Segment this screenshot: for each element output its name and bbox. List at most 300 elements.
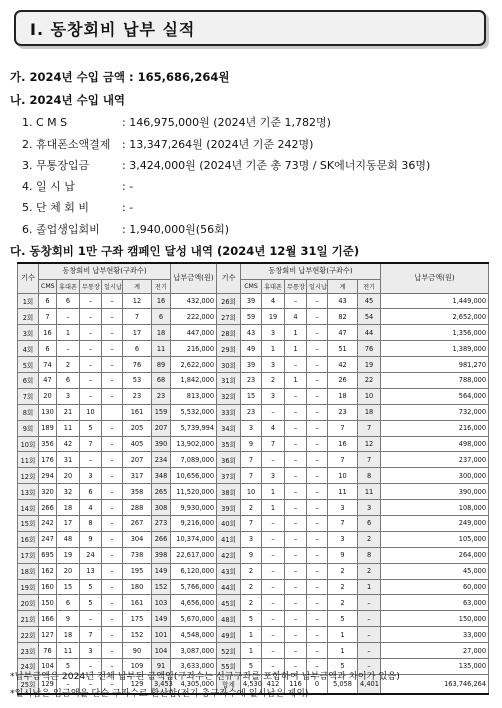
phone-cell: 1	[262, 500, 285, 516]
previous-cell: –	[358, 658, 381, 674]
income-item-value: : -	[122, 180, 134, 193]
amount-cell: 5,532,000	[171, 404, 217, 420]
table-row	[18, 563, 489, 579]
phone-cell: 3	[262, 325, 285, 341]
total-income-heading: 가. 2024년 수입 금액 : 165,686,264원	[10, 70, 230, 84]
previous-header: 전기	[358, 279, 381, 293]
bank-cell: 7	[80, 627, 102, 643]
lump-sum-cell: –	[307, 531, 328, 547]
amount-cell: 2,622,000	[171, 357, 217, 373]
bank-cell: –	[285, 563, 307, 579]
table-row	[18, 293, 489, 309]
amount-cell: 6,120,000	[171, 563, 217, 579]
phone-header: 휴대폰	[57, 279, 80, 293]
bank-cell: 10	[80, 404, 102, 420]
bank-cell: –	[80, 357, 102, 373]
table-row	[18, 579, 489, 595]
bank-cell: –	[285, 547, 307, 563]
cms-cell: 127	[39, 627, 57, 643]
phone-cell: 11	[57, 643, 80, 659]
gisu-cell: 10회	[18, 436, 39, 452]
income-item	[22, 114, 331, 130]
lump-sum-cell: –	[307, 484, 328, 500]
bank-cell: 4	[80, 500, 102, 516]
total-cell: 6	[123, 341, 152, 357]
page-title: Ⅰ. 동창회비 납부 실적	[14, 10, 486, 46]
amount-cell: 4,548,000	[171, 627, 217, 643]
lump-sum-cell	[102, 404, 123, 420]
total-cell: 3	[328, 531, 358, 547]
previous-cell: 23	[152, 388, 171, 404]
cms-cell: 76	[39, 643, 57, 659]
total-cell: 23	[123, 388, 152, 404]
table-row	[18, 341, 489, 357]
phone-cell: 18	[57, 500, 80, 516]
bank-cell: 3	[80, 643, 102, 659]
lump-sum-cell: –	[102, 420, 123, 436]
table-row	[18, 611, 489, 627]
amount-cell: 981,270	[381, 357, 489, 373]
previous-cell: 19	[358, 357, 381, 373]
cms-cell: 266	[39, 500, 57, 516]
previous-cell: 266	[152, 531, 171, 547]
total-cell: 129	[123, 674, 152, 694]
total-cell: 205	[123, 420, 152, 436]
total-cell: 109	[123, 658, 152, 674]
total-cell: 5	[328, 658, 358, 674]
total-cell: 405	[123, 436, 152, 452]
gisu-cell: 44회	[217, 579, 241, 595]
total-cell: 53	[123, 372, 152, 388]
income-item-label: 4. 일 시 납	[22, 180, 75, 193]
total-cell: 23	[328, 404, 358, 420]
gisu-cell: 29회	[217, 341, 241, 357]
lump-sum-cell: –	[102, 309, 123, 325]
cms-cell: 130	[39, 404, 57, 420]
cms-cell: 162	[39, 563, 57, 579]
bank-cell: 4	[285, 309, 307, 325]
lump-sum-cell: –	[102, 293, 123, 309]
cms-cell: 320	[39, 484, 57, 500]
lump-sum-cell: –	[102, 547, 123, 563]
table-row	[18, 357, 489, 373]
phone-cell: 6	[57, 595, 80, 611]
footnote: *일시납은 입금액을 단순 구좌수로 환산함(전기 총구좌수에 일시납은 제외)	[10, 688, 309, 699]
table-row	[18, 595, 489, 611]
previous-cell: 8	[358, 547, 381, 563]
lump-sum-cell: –	[307, 404, 328, 420]
phone-cell: 48	[57, 531, 80, 547]
phone-cell: –	[262, 611, 285, 627]
cms-header: CMS	[39, 279, 57, 293]
lump-sum-cell: –	[307, 357, 328, 373]
bank-cell: –	[80, 309, 102, 325]
previous-cell: 7	[358, 452, 381, 468]
total-cell: 180	[123, 579, 152, 595]
phone-cell: 9	[57, 611, 80, 627]
lump-sum-cell: –	[102, 658, 123, 674]
bank-cell: –	[285, 436, 307, 452]
cms-cell: 7	[241, 452, 262, 468]
gisu-cell: 19회	[18, 579, 39, 595]
cms-cell: 5	[241, 611, 262, 627]
phone-cell: 5	[57, 658, 80, 674]
previous-cell: –	[358, 595, 381, 611]
total-cell: 76	[123, 357, 152, 373]
bank-cell: 6	[80, 484, 102, 500]
phone-cell: –	[57, 674, 80, 694]
gisu-cell: 2회	[18, 309, 39, 325]
gisu-cell: 48회	[217, 611, 241, 627]
previous-cell: 3,453	[152, 674, 171, 694]
amount-cell: 2,652,000	[381, 309, 489, 325]
phone-cell: 1	[262, 341, 285, 357]
cms-cell: 695	[39, 547, 57, 563]
bank-cell: –	[285, 611, 307, 627]
phone-cell: 42	[57, 436, 80, 452]
amount-cell: 447,000	[171, 325, 217, 341]
previous-cell: 149	[152, 611, 171, 627]
cms-cell: 47	[39, 372, 57, 388]
cms-cell: 3	[241, 420, 262, 436]
phone-cell: 7	[262, 436, 285, 452]
previous-header: 전기	[152, 279, 171, 293]
total-cell: 82	[328, 309, 358, 325]
income-item-value: : 146,975,000원 (2024년 기준 1,782명)	[122, 116, 331, 129]
gisu-cell: 6회	[18, 372, 39, 388]
income-item-label: 5. 단 체 회 비	[22, 201, 89, 214]
amount-cell: 7,089,000	[171, 452, 217, 468]
previous-cell: 22	[358, 372, 381, 388]
bank-cell: –	[285, 468, 307, 484]
phone-cell: 1	[262, 484, 285, 500]
lump-sum-cell: –	[102, 595, 123, 611]
bank-cell: –	[285, 500, 307, 516]
amount-header: 납부금액(원)	[171, 263, 217, 293]
lump-sum-cell: –	[307, 309, 328, 325]
footnote: *납부금액은 2024년 전체 납부된 금액임(구좌수는 신규구좌를 포함하여 납부금액과 차이가 있음)	[10, 671, 400, 682]
amount-cell: 390,000	[381, 484, 489, 500]
gisu-cell: 33회	[217, 404, 241, 420]
phone-cell: –	[262, 563, 285, 579]
phone-cell: –	[262, 658, 285, 674]
income-item-value: : 13,347,264원 (2024년 기준 242명)	[122, 138, 314, 151]
lump-sum-cell: –	[307, 436, 328, 452]
amount-cell: 5,670,000	[171, 611, 217, 627]
cms-cell: 39	[241, 293, 262, 309]
table-row	[18, 372, 489, 388]
gisu-cell: 5회	[18, 357, 39, 373]
lump-sum-cell: –	[307, 452, 328, 468]
cms-cell: 189	[39, 420, 57, 436]
gisu-header: 기수	[217, 263, 241, 293]
previous-cell: 91	[152, 658, 171, 674]
bank-cell: 8	[80, 515, 102, 531]
phone-cell: –	[262, 579, 285, 595]
income-item	[22, 199, 133, 215]
table-row	[18, 643, 489, 659]
phone-header: 휴대폰	[262, 279, 285, 293]
bank-cell: –	[80, 293, 102, 309]
table-row	[18, 388, 489, 404]
cms-cell: 7	[241, 515, 262, 531]
bank-cell: –	[80, 341, 102, 357]
gisu-cell: 49회	[217, 627, 241, 643]
total-cell: 51	[328, 341, 358, 357]
previous-cell: 18	[358, 404, 381, 420]
phone-cell: 20	[57, 468, 80, 484]
cms-cell: 43	[241, 325, 262, 341]
lump-sum-cell: 0	[307, 674, 328, 694]
previous-cell: 159	[152, 404, 171, 420]
lump-sum-cell: –	[307, 468, 328, 484]
total-cell: 7	[328, 420, 358, 436]
lump-sum-cell: –	[102, 579, 123, 595]
amount-cell: 10,656,000	[171, 468, 217, 484]
lump-sum-cell: –	[307, 420, 328, 436]
previous-cell: 89	[152, 357, 171, 373]
bank-cell: 5	[80, 595, 102, 611]
amount-header: 납부금액(원)	[381, 263, 489, 293]
amount-cell: 9,930,000	[171, 500, 217, 516]
table-row	[18, 547, 489, 563]
table-row	[18, 309, 489, 325]
amount-cell: 222,000	[171, 309, 217, 325]
total-cell: 5	[328, 611, 358, 627]
cms-cell: 39	[241, 357, 262, 373]
bank-cell: –	[285, 531, 307, 547]
table-row	[18, 452, 489, 468]
campaign-heading: 다. 동창회비 1만 구좌 캠페인 달성 내역 (2024년 12월 31일 기준)	[10, 244, 360, 258]
total-cell: 26	[328, 372, 358, 388]
cms-cell: 6	[39, 341, 57, 357]
phone-cell: 20	[57, 563, 80, 579]
gisu-cell: 42회	[217, 547, 241, 563]
total-cell: 2	[328, 579, 358, 595]
phone-cell: 3	[57, 388, 80, 404]
previous-cell: –	[358, 627, 381, 643]
income-item-value: : 3,424,000원 (2024년 기준 총 73명 / SK에너지동문회 36명)	[122, 159, 431, 172]
amount-cell: 108,000	[381, 500, 489, 516]
gisu-cell: 13회	[18, 484, 39, 500]
table-row	[18, 325, 489, 341]
amount-cell: 300,000	[381, 468, 489, 484]
total-cell: 11	[328, 484, 358, 500]
amount-cell: 1,449,000	[381, 293, 489, 309]
cms-cell: 356	[39, 436, 57, 452]
cms-cell: 15	[241, 388, 262, 404]
total-cell: 152	[123, 627, 152, 643]
bank-cell: –	[285, 404, 307, 420]
bank-cell: 1	[285, 325, 307, 341]
total-cell: 90	[123, 643, 152, 659]
cms-cell: 10	[241, 484, 262, 500]
amount-cell: 4,305,000	[171, 674, 217, 694]
phone-cell: –	[262, 531, 285, 547]
previous-cell: 76	[358, 341, 381, 357]
total-cell: 10	[328, 468, 358, 484]
phone-cell: –	[262, 595, 285, 611]
cms-cell: 16	[39, 325, 57, 341]
total-cell: 2	[328, 595, 358, 611]
table-row	[18, 531, 489, 547]
phone-cell: 3	[262, 388, 285, 404]
cms-cell: 150	[39, 595, 57, 611]
lump-sum-cell: –	[307, 500, 328, 516]
amount-cell: 9,216,000	[171, 515, 217, 531]
amount-cell: 813,000	[171, 388, 217, 404]
payment-status-header: 동창회비 납부현황(구좌수)	[241, 263, 381, 279]
previous-cell: 11	[358, 484, 381, 500]
previous-cell: 308	[152, 500, 171, 516]
gisu-cell: 14회	[18, 500, 39, 516]
gisu-cell: 41회	[217, 531, 241, 547]
total-cell: 267	[123, 515, 152, 531]
bank-cell: –	[285, 357, 307, 373]
lump-sum-cell: –	[102, 563, 123, 579]
lump-sum-cell: –	[307, 293, 328, 309]
lump-sum-cell: –	[102, 500, 123, 516]
amount-cell: 1,842,000	[171, 372, 217, 388]
bank-cell: –	[80, 452, 102, 468]
previous-cell: 11	[152, 341, 171, 357]
cms-cell: 23	[241, 404, 262, 420]
previous-cell: 6	[152, 309, 171, 325]
previous-cell: 1	[358, 579, 381, 595]
lump-sum-cell: –	[102, 627, 123, 643]
phone-cell: 21	[57, 404, 80, 420]
total-cell: 738	[123, 547, 152, 563]
phone-cell: –	[262, 452, 285, 468]
phone-cell: –	[262, 515, 285, 531]
previous-cell: 273	[152, 515, 171, 531]
cms-cell: 20	[39, 388, 57, 404]
phone-cell: –	[262, 404, 285, 420]
gisu-cell: 35회	[217, 436, 241, 452]
amount-cell: 163,746,264	[381, 674, 489, 694]
gisu-cell: 7회	[18, 388, 39, 404]
gisu-cell: 9회	[18, 420, 39, 436]
previous-cell: 101	[152, 627, 171, 643]
amount-cell: 33,000	[381, 627, 489, 643]
gisu-cell: 11회	[18, 452, 39, 468]
bank-cell: 1	[285, 341, 307, 357]
lump-sum-cell: –	[102, 515, 123, 531]
gisu-cell: 34회	[217, 420, 241, 436]
gisu-cell: 1회	[18, 293, 39, 309]
bank-cell: –	[80, 658, 102, 674]
cms-cell: 2	[241, 579, 262, 595]
bank-cell: –	[285, 420, 307, 436]
phone-cell: 15	[57, 579, 80, 595]
gisu-cell: 15회	[18, 515, 39, 531]
previous-cell: 104	[152, 643, 171, 659]
bank-cell: 7	[80, 436, 102, 452]
total-cell: 7	[328, 452, 358, 468]
phone-cell: 18	[57, 627, 80, 643]
bank-header: 무통장	[285, 279, 307, 293]
previous-cell: 265	[152, 484, 171, 500]
gisu-cell: 23회	[18, 643, 39, 659]
lump-sum-cell: –	[307, 627, 328, 643]
phone-cell: 1	[57, 325, 80, 341]
total-cell: 7	[123, 309, 152, 325]
cms-cell: 49	[241, 341, 262, 357]
amount-cell: 788,000	[381, 372, 489, 388]
gisu-cell: 4회	[18, 341, 39, 357]
income-details-heading: 나. 2024년 수입 내역	[10, 93, 126, 107]
amount-cell: 63,000	[381, 595, 489, 611]
bank-cell: 13	[80, 563, 102, 579]
previous-cell: 6	[358, 515, 381, 531]
previous-cell: 54	[358, 309, 381, 325]
gisu-header: 기수	[18, 263, 39, 293]
lump-sum-cell: –	[102, 372, 123, 388]
bank-cell: –	[80, 325, 102, 341]
amount-cell: 216,000	[171, 341, 217, 357]
gisu-cell: 16회	[18, 531, 39, 547]
cms-cell: 1	[241, 643, 262, 659]
cms-cell: 23	[241, 372, 262, 388]
gisu-cell: 22회	[18, 627, 39, 643]
gisu-cell: 12회	[18, 468, 39, 484]
amount-cell: 13,902,000	[171, 436, 217, 452]
previous-cell: 234	[152, 452, 171, 468]
campaign-table	[17, 262, 489, 695]
previous-cell: 18	[152, 325, 171, 341]
total-cell: 43	[328, 293, 358, 309]
bank-header: 무통장	[80, 279, 102, 293]
amount-cell: 216,000	[381, 420, 489, 436]
gisu-cell: 37회	[217, 468, 241, 484]
cms-cell: 9	[241, 436, 262, 452]
amount-cell: 11,520,000	[171, 484, 217, 500]
bank-cell: 5	[80, 579, 102, 595]
bank-cell: –	[285, 484, 307, 500]
previous-cell: 390	[152, 436, 171, 452]
total-cell: 195	[123, 563, 152, 579]
total-cell: 3	[328, 500, 358, 516]
lump-sum-cell: –	[102, 357, 123, 373]
phone-cell: 4	[262, 293, 285, 309]
cms-cell: 1	[241, 627, 262, 643]
cms-cell: 6	[39, 293, 57, 309]
total-cell: 18	[328, 388, 358, 404]
lump-sum-cell: –	[307, 563, 328, 579]
amount-cell: 5,766,000	[171, 579, 217, 595]
cms-cell: 247	[39, 531, 57, 547]
total-cell: 175	[123, 611, 152, 627]
lump-sum-cell: –	[307, 658, 328, 674]
total-cell: 9	[328, 547, 358, 563]
previous-cell: 12	[358, 436, 381, 452]
previous-cell: 68	[152, 372, 171, 388]
total-cell: 288	[123, 500, 152, 516]
lump-sum-cell: –	[307, 643, 328, 659]
table-row	[18, 500, 489, 516]
previous-cell: 149	[152, 563, 171, 579]
amount-cell: 60,000	[381, 579, 489, 595]
amount-cell: 10,374,000	[171, 531, 217, 547]
phone-cell: –	[57, 309, 80, 325]
phone-cell: 11	[57, 420, 80, 436]
phone-cell: 19	[262, 309, 285, 325]
total-cell: 2	[328, 563, 358, 579]
bank-cell: 116	[285, 674, 307, 694]
gisu-cell: 31회	[217, 372, 241, 388]
previous-cell: 3	[358, 500, 381, 516]
cms-cell: 9	[241, 547, 262, 563]
